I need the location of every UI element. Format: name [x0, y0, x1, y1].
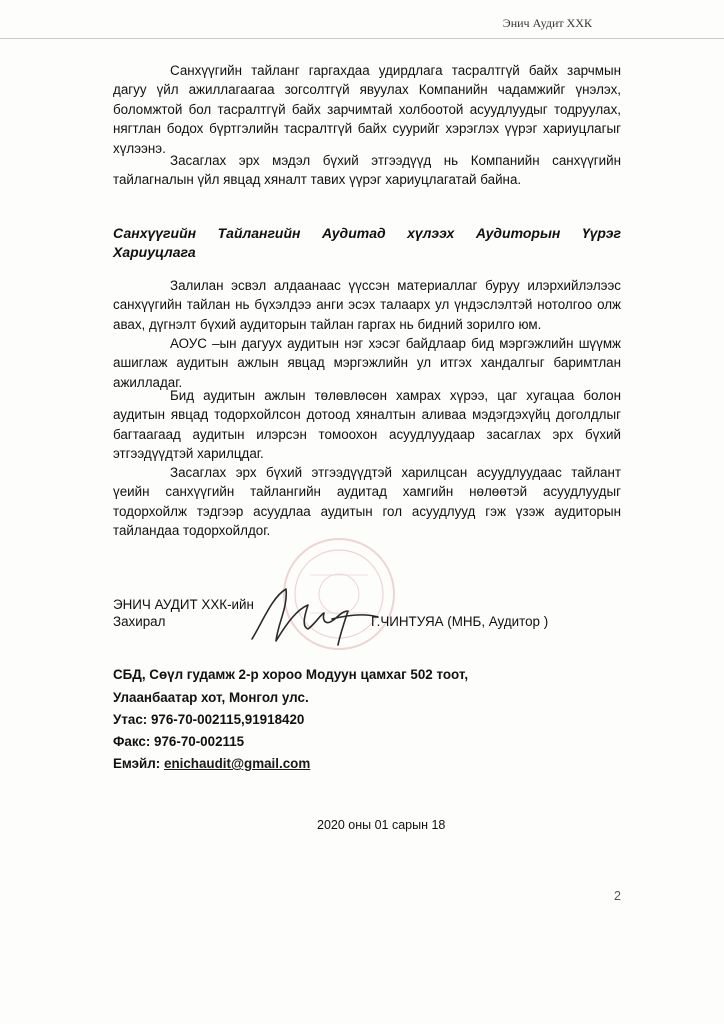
paragraph-governance-oversight: Засаглах эрх мэдэл бүхий этгээдүүд нь Компанийн санхүүгийн тайлагналын үйл явцад хяналт тавих үүрэг хариуцлагатай байна.: [113, 153, 621, 188]
contact-address-line1: СБД, Сөүл гудамж 2-р хороо Модуун цамхаг 502 тоот,: [113, 667, 469, 682]
paragraph-key-audit-matters: Засаглах эрх бүхий этгээдүүдтэй харилцсан асуудлуудаас тайлант үеийн санхүүгийн тайлангийн аудитад хамгийн нөлөөтэй асуудлуудыг тодорхойлж тэдгээр асуудлаа аудитын гол асуудлууд гэж үзэж аудиторын тайландаа тодорхойлдог.: [113, 465, 621, 539]
paragraph-audit-objective: Залилан эсвэл алдаанаас үүссэн материаллаг буруу илэрхийлэлээс санхүүгийн тайлан нь бүхэлдээ анги эсэх талаарх ул үндэслэлтэй нотолгоо олж авах, дүгнэлт бүхий аудиторын тайлан гаргах нь бидний зорилго юм.: [113, 278, 621, 332]
section-heading: [113, 224, 621, 262]
contact-phone: Утас: 976-70-002115,91918420: [113, 712, 305, 727]
section-heading-line2: Хариуцлага: [113, 244, 196, 260]
contact-email-row: [113, 756, 310, 771]
paragraph-professional-judgement: АОУС –ын дагуух аудитын нэг хэсэг байдлаар бид мэргэжлийн шүүмж ашиглаж аудитын ажлын явцад мэргэжлийн ул итгэх хандалгыг баримтлан ажилладаг.: [113, 336, 621, 390]
contact-address-line2: Улаанбаатар хот, Монгол улс.: [113, 690, 309, 705]
contact-email-label: Емэйл:: [113, 756, 161, 771]
page-number: 2: [614, 889, 621, 903]
signature-company-line: ЭНИЧ АУДИТ ХХК-ийн: [113, 597, 254, 612]
contact-fax: Факс: 976-70-002115: [113, 734, 245, 749]
signature-role: Захирал: [113, 614, 166, 629]
signer-name: Г.ЧИНТУЯА (МНБ, Аудитор ): [371, 614, 549, 629]
section-heading-line1: Санхүүгийн Тайлангийн Аудитад хүлээх Аудиторын Үүрэг: [113, 225, 621, 241]
page-header-company: Энич Аудит ХХК: [502, 16, 592, 30]
header-divider: [0, 38, 724, 39]
paragraph-communication-deficiencies: Бид аудитын ажлын төлөвлөсөн хамрах хүрээ, цаг хугацаа болон аудитын явцад тодорхойлсон дотоод хяналтын аливаа мэдэгдэхүйц доголдлыг багтаагаад аудитын илэрсэн томоохон асуудлуудаар засаглах эрх бүхий этгээдүүдтэй харилцдаг.: [113, 388, 621, 462]
document-date: 2020 оны 01 сарын 18: [317, 818, 446, 832]
contact-email-link[interactable]: enichaudit@gmail.com: [164, 756, 311, 771]
handwritten-signature: [248, 583, 380, 647]
paragraph-going-concern: Санхүүгийн тайланг гаргахдаа удирдлага тасралтгүй байх зарчмын дагуу үйл ажиллагаагаа зогсолтгүй явуулах Компанийн чадамжийг үнэлэх, боломжтой бол тасралтгүй байх зарчимтай холбоотой асуудлуудыг тодруулах, нягтлан бодох бүртгэлийн тасралтгүй байх суурийг хэрэглэх үүрэг хариуцлагыг хүлээнэ.: [113, 63, 621, 156]
